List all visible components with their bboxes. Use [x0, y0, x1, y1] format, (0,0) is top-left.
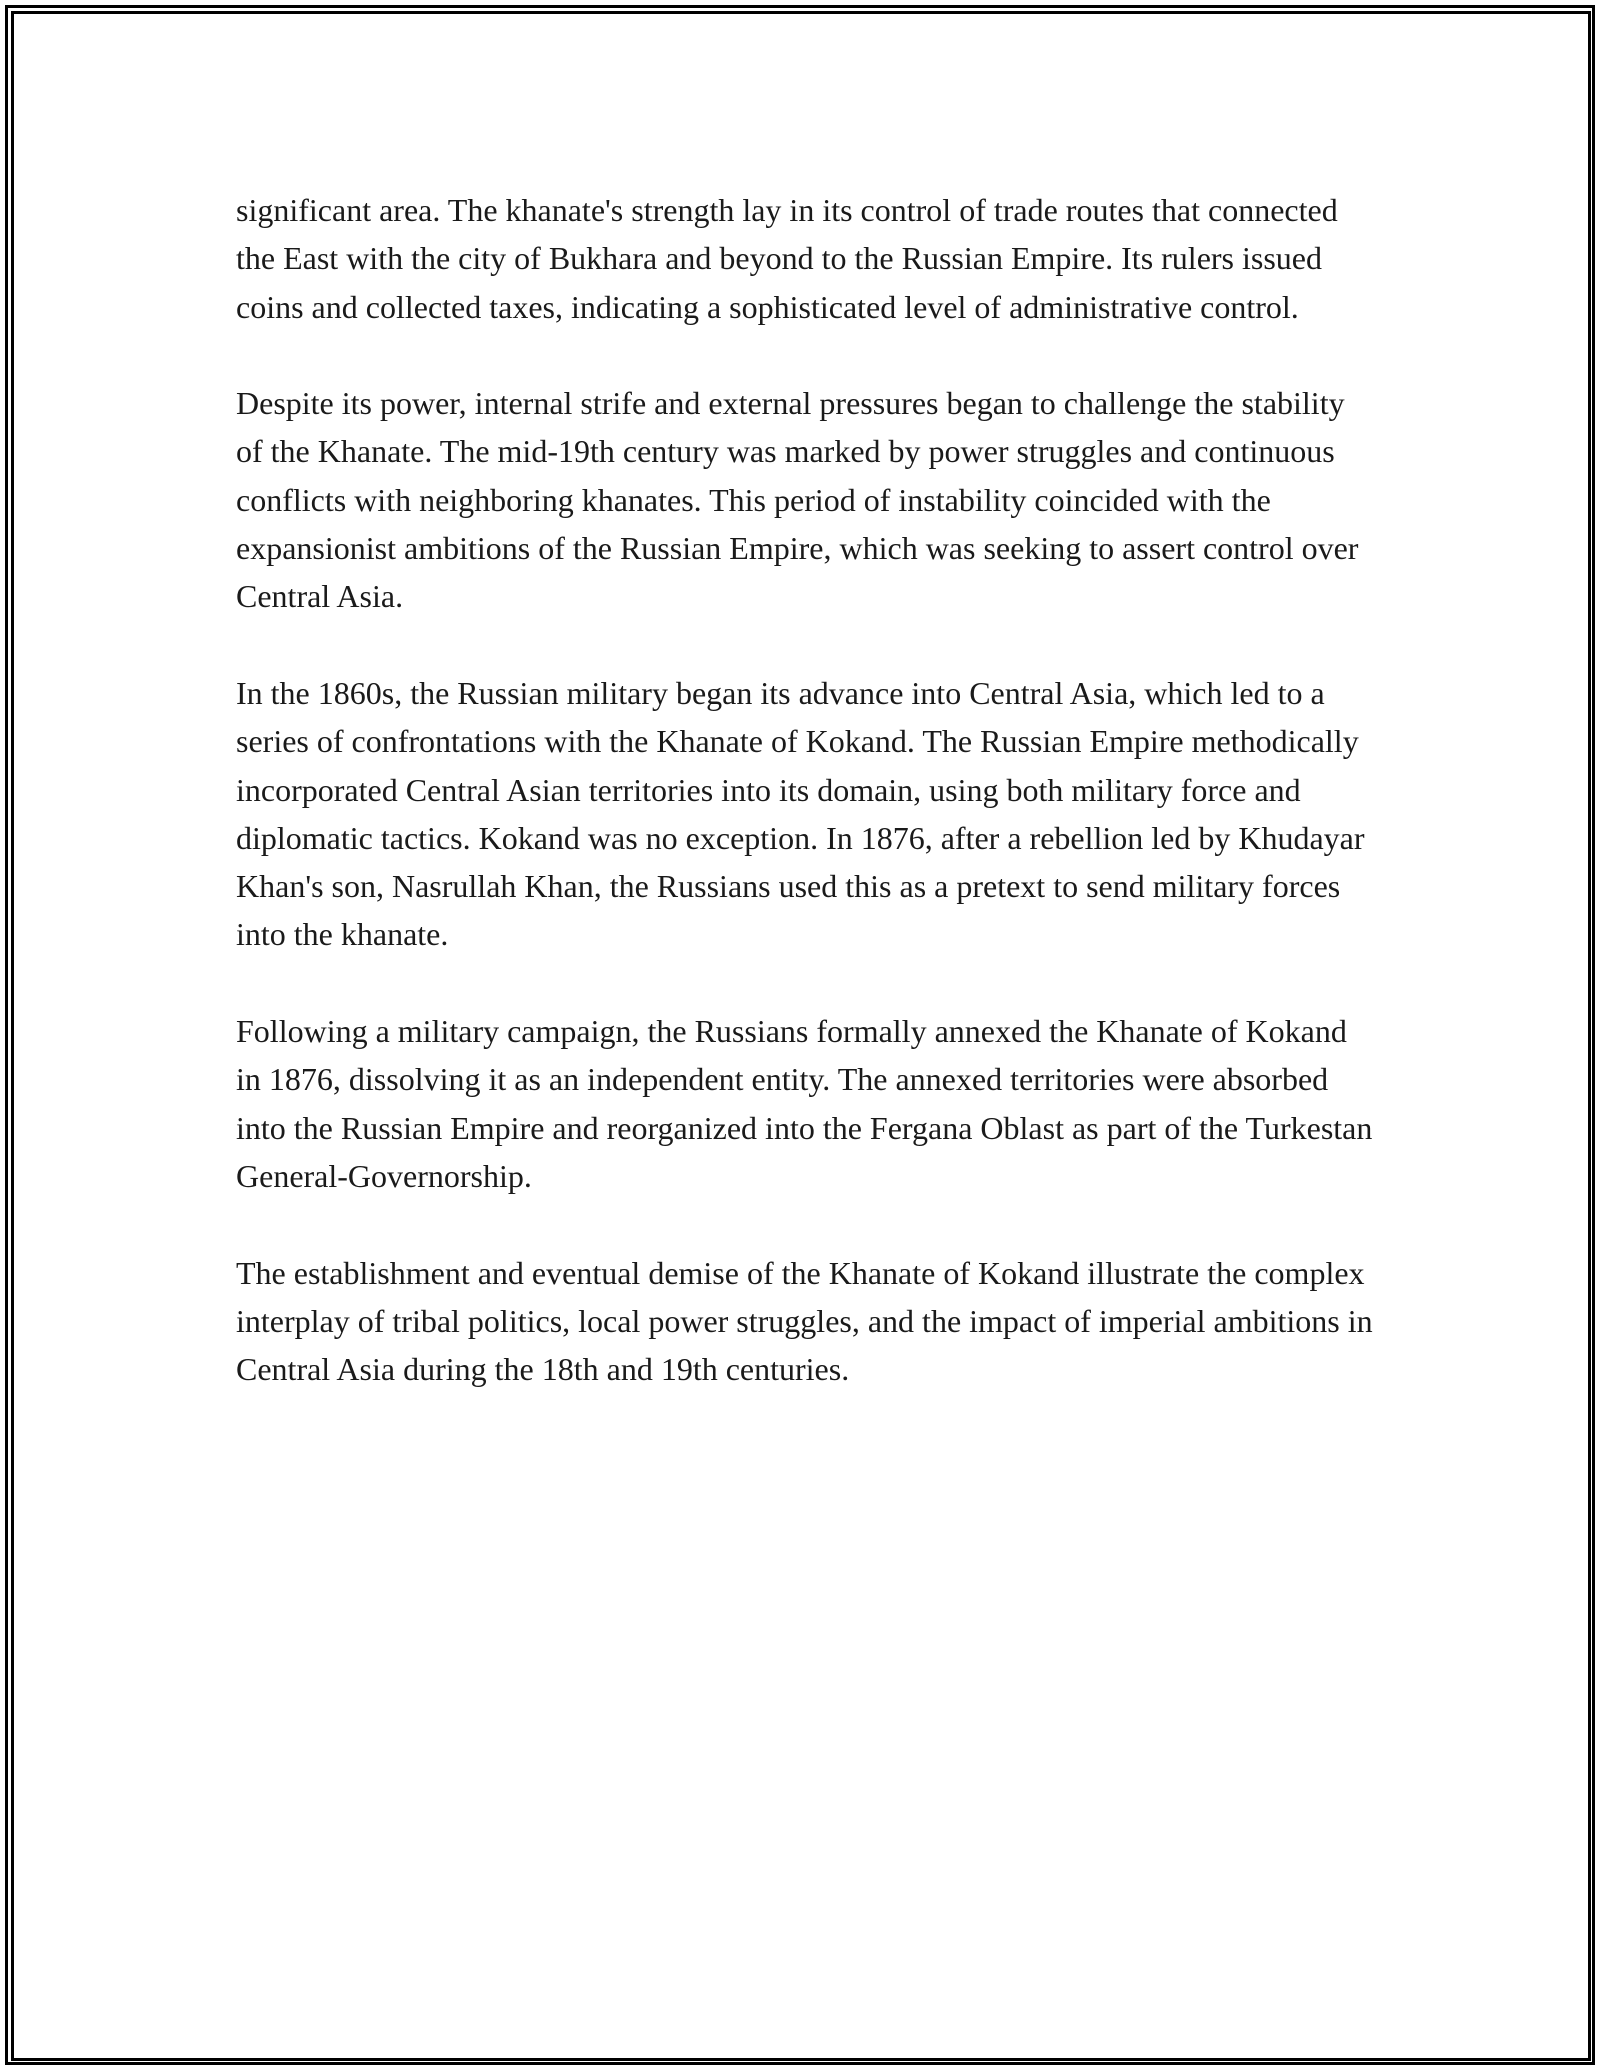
paragraph: Following a military campaign, the Russians formally annexed the Khanate of Kokand in 1876, dissolving it as an independent entity. The annexed territories were absorbed into the Russian Empire and reorganized into the Fergana Oblast as part of the Turkestan General-Governorship. — [236, 1013, 1373, 1194]
paragraph: significant area. The khanate's strength lay in its control of trade routes that connected the East with the city of Bukhara and beyond to the Russian Empire. Its rulers issued coins and collected taxes, indicating a sophisticated level of administrative control. — [236, 192, 1338, 325]
paragraph: The establishment and eventual demise of the Khanate of Kokand illustrate the complex interplay of tribal politics, local power struggles, and the impact of imperial ambitions in Central Asia during the 18th and 19th centuries. — [236, 1254, 1373, 1388]
document-body — [236, 186, 1376, 1393]
paragraph: In the 1860s, the Russian military began its advance into Central Asia, which led to a series of confrontations with the Khanate of Kokand. The Russian Empire methodically incorporated Central Asian territories into its domain, using both military force and diplomatic tactics. Kokand was no exception. In 1876, after a rebellion led by Khudayar Khan's son, Nasrullah Khan, the Russians used this as a pretext to send military forces into the khanate. — [236, 674, 1365, 953]
paragraph: Despite its power, internal strife and external pressures began to challenge the stability of the Khanate. The mid-19th century was marked by power struggles and continuous conflicts with neighboring khanates. This period of instability coincided with the expansionist ambitions of the Russian Empire, which was seeking to assert control over Central Asia. — [236, 385, 1359, 615]
